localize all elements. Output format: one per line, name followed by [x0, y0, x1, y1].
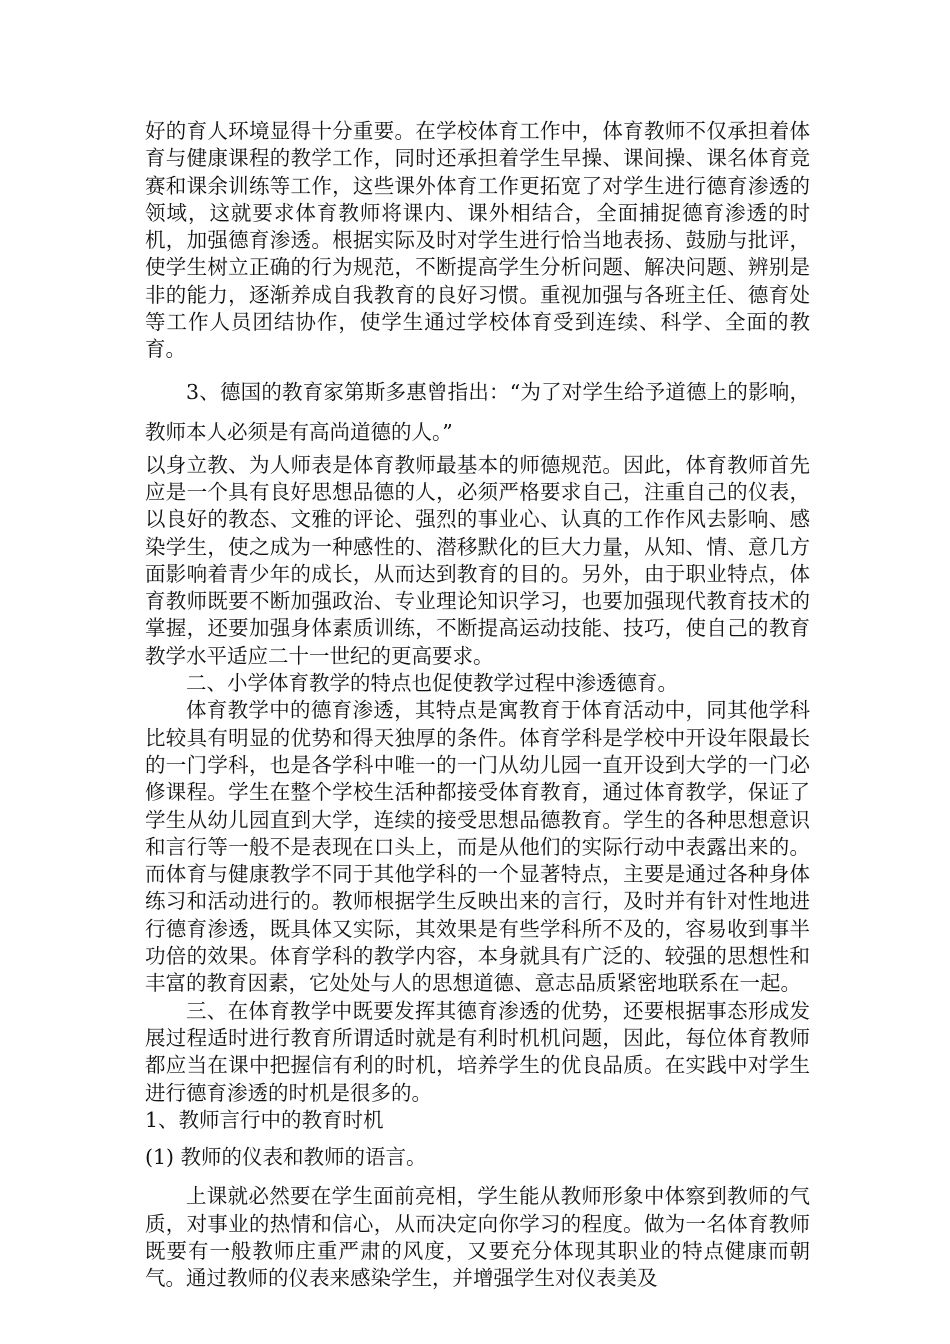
subheading-1-1: (1) 教师的仪表和教师的语言。 [145, 1145, 427, 1170]
section-heading-2: 二、小学体育教学的特点也促使教学过程中渗透德育。 [186, 671, 678, 696]
paragraph-3: 以身立教、为人师表是体育教师最基本的师德规范。因此，体育教师首先应是一个具有良好思想品德的人，必须严格要求自己，注重自己的仪表，以良好的教态、文雅的评论、强烈的事业心、认真的工作作风去影响、感染学生，使之成为一种感性的、潜移默化的巨大力量，从知、情、意几方面影响着青少年的成长，从而达到教育的目的。另外，由于职业特点，体育教师既要不断加强政治、专业理论知识学习，也要加强现代教育技术的掌握，还要加强身体素质训练，不断提高运动技能、技巧，使自己的教育教学水平适应二十一世纪的更高要求。 [145, 452, 810, 668]
document-body [145, 118, 810, 1293]
paragraph-1: 好的育人环境显得十分重要。在学校体育工作中，体育教师不仅承担着体育与健康课程的教学工作，同时还承担着学生早操、课间操、课名体育竞赛和课余训练等工作，这些课外体育工作更拓宽了对学生进行德育渗透的领域，这就要求体育教师将课内、课外相结合，全面捕捉德育渗透的时机，加强德育渗透。根据实际及时对学生进行恰当地表扬、鼓励与批评，使学生树立正确的行为规范，不断提高学生分析问题、解决问题、辨别是非的能力，逐渐养成自我教育的良好习惯。重视加强与各班主任、德育处等工作人员团结协作，使学生通过学校体育受到连续、科学、全面的教育。 [145, 119, 810, 362]
paragraph-quote: 3、德国的教育家第斯多惠曾指出：“为了对学生给予道德上的影响，教师本人必须是有高尚道德的人。” [145, 379, 810, 444]
subheading-1: 1、教师言行中的教育时机 [145, 1107, 384, 1132]
paragraph-9: 上课就必然要在学生面前亮相，学生能从教师形象中体察到教师的气质，对事业的热情和信心，从而决定向你学习的程度。做为一名体育教师既要有一般教师庄重严肃的风度，又要充分体现其职业的特点健康而朝气。通过教师的仪表来感染学生，并增强学生对仪表美及 [145, 1184, 810, 1291]
paragraph-5: 体育教学中的德育渗透，其特点是寓教育于体育活动中，同其他学科比较具有明显的优势和得天独厚的条件。体育学科是学校中开设年限最长的一门学科，也是各学科中唯一的一门从幼儿园一直开设到大学的一门必修课程。学生在整个学校生活种都接受体育教育，通过体育教学，保证了学生从幼儿园直到大学，连续的接受思想品德教育。学生的各种思想意识和言行等一般不是表现在口头上，而是从他们的实际行动中表露出来的。而体育与健康教学不同于其他学科的一个显著特点，主要是通过各种身体练习和活动进行的。教师根据学生反映出来的言行，及时并有针对性地进行德育渗透，既具体又实际，其效果是有些学科所不及的，容易收到事半功倍的效果。体育学科的教学内容，本身就具有广泛的、较强的思想性和丰富的教育因素，它处处与人的思想道德、意志品质紧密地联系在一起。 [145, 698, 810, 996]
section-heading-3: 三、在体育教学中既要发挥其德育渗透的优势，还要根据事态形成发展过程适时进行教育所谓适时就是有利时机机问题，因此，每位体育教师都应当在课中把握信有利的时机，培养学生的优良品质。在实践中对学生进行德育渗透的时机是很多的。 [145, 998, 810, 1105]
